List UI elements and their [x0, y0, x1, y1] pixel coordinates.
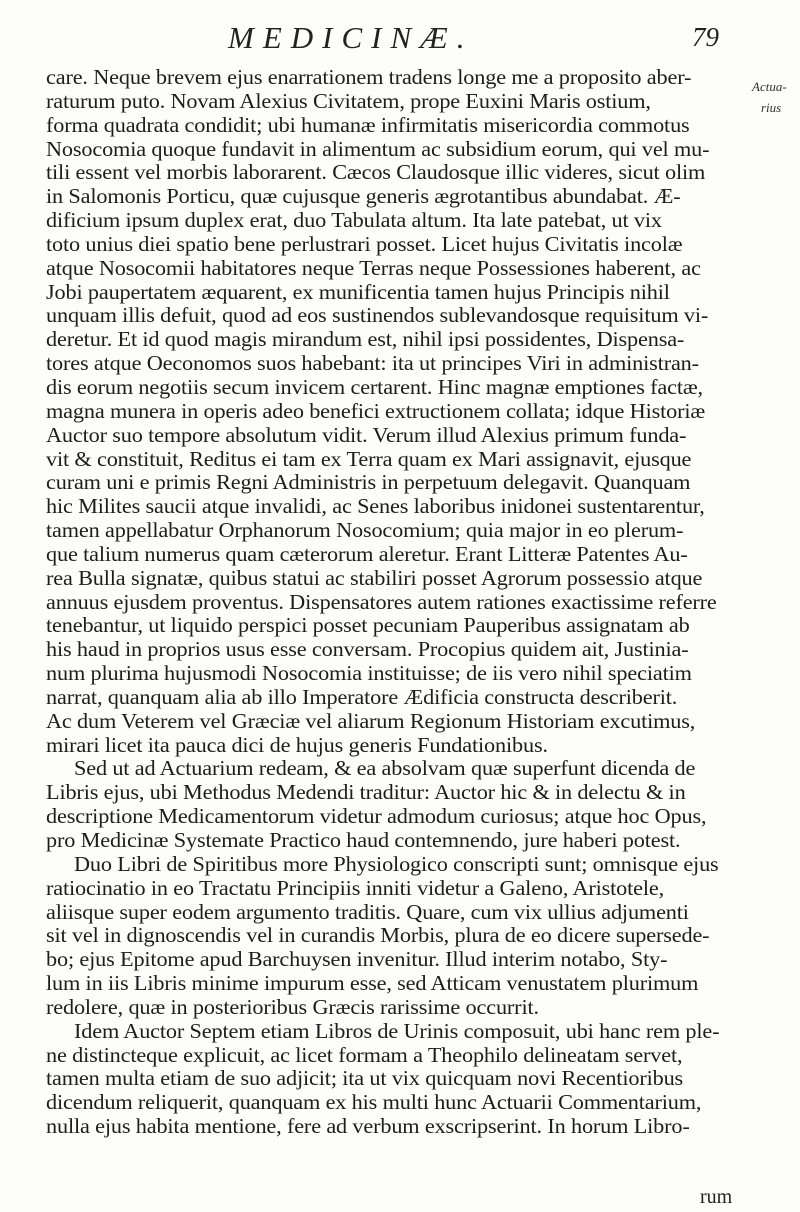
- text-line-content: tamen multa etiam de suo adjicit; ita ut vix quicquam novi Recentioribus: [46, 1066, 684, 1091]
- text-line: [46, 853, 766, 877]
- text-line-content: que talium numerus quam cæterorum aleretur. Erant Litteræ Patentes Au-: [46, 541, 688, 566]
- text-line-content: sit vel in dignoscendis vel in curandis Morbis, plura de eo dicere supersede-: [46, 923, 710, 948]
- text-line-content: num plurima hujusmodi Nosocomia instituisse; de iis vero nihil speciatim: [46, 661, 692, 686]
- text-line-content: hic Milites saucii atque invalidi, ac Senes laboribus inidonei sustentarentur,: [46, 494, 705, 519]
- text-line: [46, 304, 766, 328]
- text-line: [46, 448, 766, 472]
- text-line-content: Duo Libri de Spiritibus more Physiologico conscripti sunt; omnisque ejus: [74, 851, 719, 876]
- page-header: [0, 12, 800, 62]
- text-line-content: redolere, quæ in posterioribus Græcis rarissime occurrit.: [46, 994, 539, 1019]
- text-line: [46, 90, 766, 114]
- text-line-content: forma quadrata condidit; ubi humanæ infirmitatis misericordia commotus: [46, 112, 690, 137]
- text-line-content: deretur. Et id quod magis mirandum est, nihil ipsi possidentes, Dispensa-: [46, 327, 685, 352]
- text-line: [46, 948, 766, 972]
- text-line-content: tenebantur, ut liquido perspici posset pecuniam Pauperibus assignatam ab: [46, 613, 690, 638]
- running-title: MEDICINÆ.: [228, 20, 474, 55]
- text-line-content: dicendum reliquerit, quanquam ex his multi hunc Actuarii Commentarium,: [46, 1090, 702, 1115]
- text-line-content: aliisque super eodem argumento traditis. Quare, cum vix ullius adjumenti: [46, 899, 689, 924]
- text-line: [46, 233, 766, 257]
- text-line-content: Sed ut ad Actuarium redeam, & ea absolvam quæ superfunt dicenda de: [74, 756, 696, 781]
- text-line-content: Jobi paupertatem æquarent, ex munificentia tamen hujus Principis nihil: [46, 279, 670, 304]
- text-line-content: ne distincteque explicuit, ac licet formam a Theophilo delineatam servet,: [46, 1042, 683, 1067]
- text-line: [46, 376, 766, 400]
- text-line: [46, 281, 766, 305]
- text-line-content: lum in iis Libris minime impurum esse, sed Atticam venustatem plurimum: [46, 971, 699, 996]
- text-line-content: tores atque Oeconomos suos habebant: ita ut principes Viri in administran-: [46, 351, 699, 376]
- text-line-content: descriptione Medicamentorum videtur admodum curiosus; atque hoc Opus,: [46, 804, 707, 829]
- body-text: [46, 66, 766, 1139]
- text-line: [46, 638, 766, 662]
- text-line-content: dis eorum negotiis secum invicem certarent. Hinc magnæ emptiones factæ,: [46, 374, 703, 399]
- text-line: [46, 686, 766, 710]
- text-line-content: tili essent vel morbis laborarent. Cæcos Claudosque illic videres, sicut olim: [46, 160, 706, 185]
- text-line: [46, 519, 766, 543]
- text-line-content: nulla ejus habita mentione, fere ad verbum exscripserint. In horum Libro-: [46, 1114, 690, 1139]
- text-line-content: toto unius diei spatio bene perlustrari posset. Licet hujus Civitatis incolæ: [46, 231, 683, 256]
- text-line: [46, 734, 766, 758]
- marginal-note: Actua-: [752, 79, 787, 94]
- text-line-content: Libris ejus, ubi Methodus Medendi traditur: Auctor hic & in delectu & in: [46, 780, 686, 805]
- text-line: [46, 591, 766, 615]
- text-line: [46, 877, 766, 901]
- text-line: [46, 924, 766, 948]
- text-line: [46, 161, 766, 185]
- text-line: [46, 66, 766, 90]
- text-line-content: atque Nosocomii habitatores neque Terras neque Possessiones haberent, ac: [46, 255, 701, 280]
- text-line-content: pro Medicinæ Systemate Practico haud contemnendo, jure haberi potest.: [46, 828, 681, 852]
- text-line: [46, 710, 766, 734]
- text-line-content: vit & constituit, Reditus ei tam ex Terra quam ex Mari assignavit, ejusque: [46, 446, 692, 471]
- text-line-content: narrat, quanquam alia ab illo Imperatore Ædificia constructa describerit.: [46, 684, 678, 709]
- text-line: [46, 209, 766, 233]
- text-line: [46, 424, 766, 448]
- text-line: [46, 400, 766, 424]
- text-line-content: raturum puto. Novam Alexius Civitatem, prope Euxini Maris ostium,: [46, 88, 651, 113]
- catchword: rum: [700, 1186, 733, 1208]
- text-line: [46, 1044, 766, 1068]
- text-line-content: mirari licet ita pauca dici de hujus generis Fundationibus.: [46, 732, 548, 757]
- text-line-content: Idem Auctor Septem etiam Libros de Urinis composuit, ubi hanc rem ple-: [74, 1018, 720, 1043]
- text-line-content: bo; ejus Epitome apud Barchuysen invenitur. Illud interim notabo, Sty-: [46, 947, 668, 972]
- text-line: [46, 257, 766, 281]
- text-line-content: magna munera in operis adeo benefici extructionem collata; idque Historiæ: [46, 398, 706, 423]
- text-line-content: tamen appellabatur Orphanorum Nosocomium; quia major in eo plerum-: [46, 518, 684, 543]
- text-line-content: in Salomonis Porticu, quæ cujusque generis ægrotantibus abundabat. Æ-: [46, 184, 681, 209]
- text-line-content: annuus ejusdem proventus. Dispensatores autem rationes exactissime referre: [46, 589, 717, 614]
- text-line-content: his haud in proprios usus esse conversam. Procopius quidem ait, Justinia-: [46, 637, 689, 662]
- text-line: [46, 1091, 766, 1115]
- text-line: [46, 495, 766, 519]
- text-line-content: care. Neque brevem ejus enarrationem tradens longe me a proposito aber-: [46, 65, 692, 89]
- marginal-note: rius: [761, 100, 782, 115]
- text-line-content: Ac dum Veterem vel Græciæ vel aliarum Regionum Historiam excutimus,: [46, 708, 696, 733]
- text-line: [46, 328, 766, 352]
- text-line: [46, 543, 766, 567]
- text-line: [46, 1115, 766, 1139]
- text-line: [46, 471, 766, 495]
- text-line: [46, 614, 766, 638]
- text-line: [46, 662, 766, 686]
- text-line: [46, 829, 766, 853]
- page-number: 79: [692, 22, 719, 52]
- text-line: [46, 114, 766, 138]
- text-line: [46, 805, 766, 829]
- text-line-content: unquam illis defuit, quod ad eos sustinendos sublevandosque requisitum vi-: [46, 303, 709, 328]
- text-line-content: curam uni e primis Regni Administris in perpetuum delegavit. Quanquam: [46, 470, 691, 495]
- text-line-content: Nosocomia quoque fundavit in alimentum ac subsidium eorum, qui vel mu-: [46, 136, 710, 161]
- text-line-content: Auctor suo tempore absolutum vidit. Verum illud Alexius primum funda-: [46, 422, 687, 447]
- text-line: [46, 781, 766, 805]
- text-line-content: dificium ipsum duplex erat, duo Tabulata altum. Ita late patebat, ut vix: [46, 208, 662, 233]
- text-line-content: ratiocinatio in eo Tractatu Principiis inniti videtur a Galeno, Aristotele,: [46, 875, 665, 900]
- text-line: [46, 567, 766, 591]
- text-line: [46, 185, 766, 209]
- text-line: [46, 996, 766, 1020]
- text-line: [46, 1067, 766, 1091]
- text-line: [46, 352, 766, 376]
- text-line: [46, 757, 766, 781]
- text-line: [46, 972, 766, 996]
- text-line-content: rea Bulla signatæ, quibus statui ac stabiliri posset Agrorum possessio atque: [46, 565, 703, 590]
- text-line: [46, 901, 766, 925]
- text-line: [46, 1020, 766, 1044]
- text-line: [46, 138, 766, 162]
